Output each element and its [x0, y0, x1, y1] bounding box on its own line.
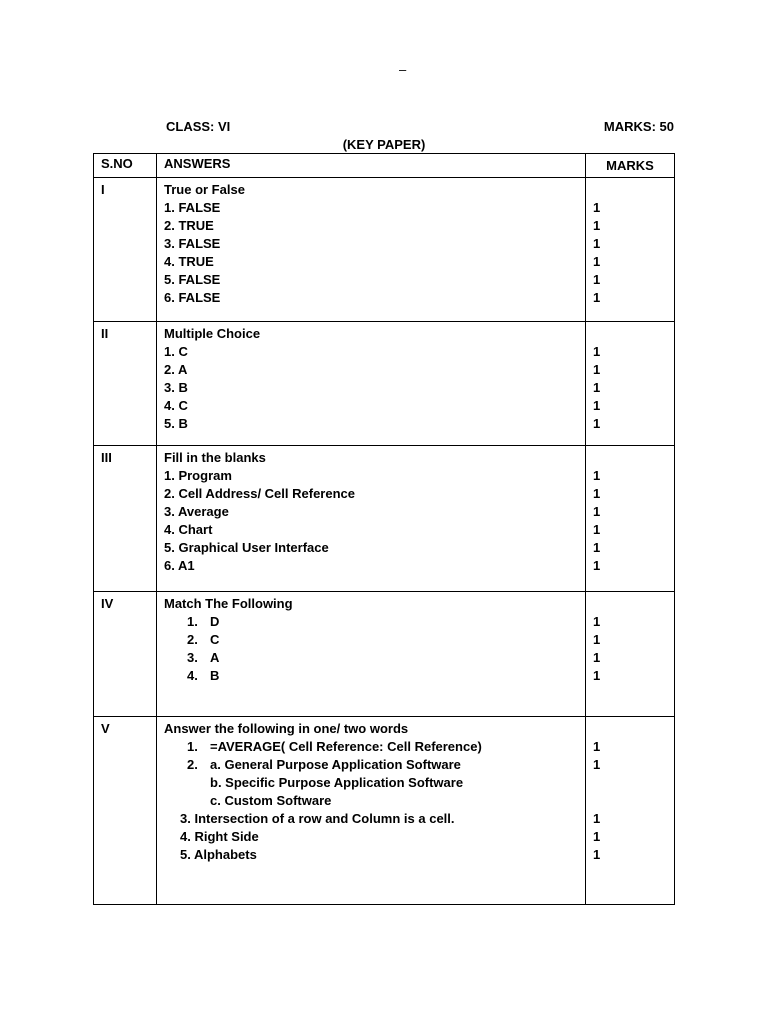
- answer-item: 5. B: [164, 416, 188, 431]
- mark-value: 1: [593, 218, 601, 233]
- mark-value: 1: [593, 236, 601, 251]
- section-answers: [157, 446, 586, 592]
- mark-value: 1: [593, 468, 601, 483]
- mark-value: 1: [593, 344, 601, 359]
- answer-item: 5. Alphabets: [180, 847, 257, 862]
- section-heading: Answer the following in one/ two words: [164, 721, 409, 736]
- answer-item: 4. Right Side: [180, 829, 259, 844]
- section-heading: Fill in the blanks: [164, 450, 266, 465]
- mark-value: 1: [593, 254, 601, 269]
- section-number: I: [94, 178, 157, 322]
- answer-item: 1. D: [187, 614, 220, 629]
- answer-item: 1. =AVERAGE( Cell Reference: Cell Reference): [187, 739, 482, 754]
- answer-item: 2. A: [164, 362, 188, 377]
- section-answers: [157, 717, 586, 905]
- mark-value: [593, 792, 674, 810]
- section-answers: [157, 322, 586, 446]
- class-label: CLASS: VI: [166, 119, 231, 134]
- answer-item: 1. C: [164, 344, 188, 359]
- section-heading: Match The Following: [164, 596, 293, 611]
- answer-item: 2. Cell Address/ Cell Reference: [164, 486, 355, 501]
- mark-value: 1: [593, 757, 601, 772]
- section-answers: [157, 592, 586, 717]
- mark-value: 1: [593, 847, 601, 862]
- section-answers: [157, 178, 586, 322]
- answer-item: 2. TRUE: [164, 218, 214, 233]
- section-marks: [586, 717, 675, 905]
- mark-value: 1: [593, 829, 601, 844]
- mark-value: 1: [593, 558, 601, 573]
- answers-column-header: ANSWERS: [157, 154, 586, 178]
- mark-value: [593, 774, 674, 792]
- mark-value: 1: [593, 668, 601, 683]
- answer-item: b. Specific Purpose Application Software: [210, 775, 464, 790]
- section-row-match-following: [94, 592, 675, 717]
- mark-value: 1: [593, 398, 601, 413]
- answer-item: 3. Average: [164, 504, 229, 519]
- section-row-multiple-choice: [94, 322, 675, 446]
- answer-item: 3. B: [164, 380, 188, 395]
- section-row-true-false: [94, 178, 675, 322]
- answer-item: 4. Chart: [164, 522, 213, 537]
- key-paper-title: (KEY PAPER): [342, 137, 426, 152]
- answer-item: 6. FALSE: [164, 290, 221, 305]
- section-row-one-two-words: [94, 717, 675, 905]
- section-marks: [586, 178, 675, 322]
- section-heading: True or False: [164, 182, 245, 197]
- mark-value: 1: [593, 614, 601, 629]
- mark-value: 1: [593, 362, 601, 377]
- answer-item: c. Custom Software: [210, 793, 332, 808]
- section-marks: [586, 592, 675, 717]
- answer-item: 5. FALSE: [164, 272, 221, 287]
- section-marks: [586, 322, 675, 446]
- total-marks-label: MARKS: 50: [603, 119, 674, 134]
- sno-column-header: S.NO: [94, 154, 157, 178]
- page-dash: –: [399, 62, 407, 77]
- answer-key-table-container: [93, 153, 674, 904]
- mark-value: 1: [593, 522, 601, 537]
- marks-column-header: MARKS: [586, 154, 675, 178]
- table-header-row: [94, 154, 675, 178]
- mark-value: 1: [593, 540, 601, 555]
- answer-item: 3. FALSE: [164, 236, 221, 251]
- mark-value: 1: [593, 632, 601, 647]
- mark-value: 1: [593, 739, 601, 754]
- answer-item: 3. A: [187, 650, 220, 665]
- mark-value: 1: [593, 486, 601, 501]
- section-row-fill-blanks: [94, 446, 675, 592]
- answer-item: 3. Intersection of a row and Column is a cell.: [180, 811, 455, 826]
- section-number: V: [94, 717, 157, 905]
- mark-value: 1: [593, 200, 601, 215]
- answer-item: 2. C: [187, 632, 220, 647]
- answer-item: 1. Program: [164, 468, 232, 483]
- answer-item: 1. FALSE: [164, 200, 221, 215]
- mark-value: 1: [593, 650, 601, 665]
- answer-key-table: [93, 153, 675, 905]
- answer-item: 6. A1: [164, 558, 195, 573]
- answer-item: 4. TRUE: [164, 254, 214, 269]
- section-number: III: [94, 446, 157, 592]
- answer-item: 2. a. General Purpose Application Software: [187, 757, 461, 772]
- mark-value: 1: [593, 290, 601, 305]
- section-number: IV: [94, 592, 157, 717]
- mark-value: 1: [593, 380, 601, 395]
- mark-value: 1: [593, 504, 601, 519]
- section-marks: [586, 446, 675, 592]
- section-number: II: [94, 322, 157, 446]
- mark-value: 1: [593, 416, 601, 431]
- mark-value: 1: [593, 811, 601, 826]
- answer-item: 4. C: [164, 398, 188, 413]
- section-heading: Multiple Choice: [164, 326, 261, 341]
- answer-item: 4. B: [187, 668, 220, 683]
- answer-item: 5. Graphical User Interface: [164, 540, 329, 555]
- mark-value: 1: [593, 272, 601, 287]
